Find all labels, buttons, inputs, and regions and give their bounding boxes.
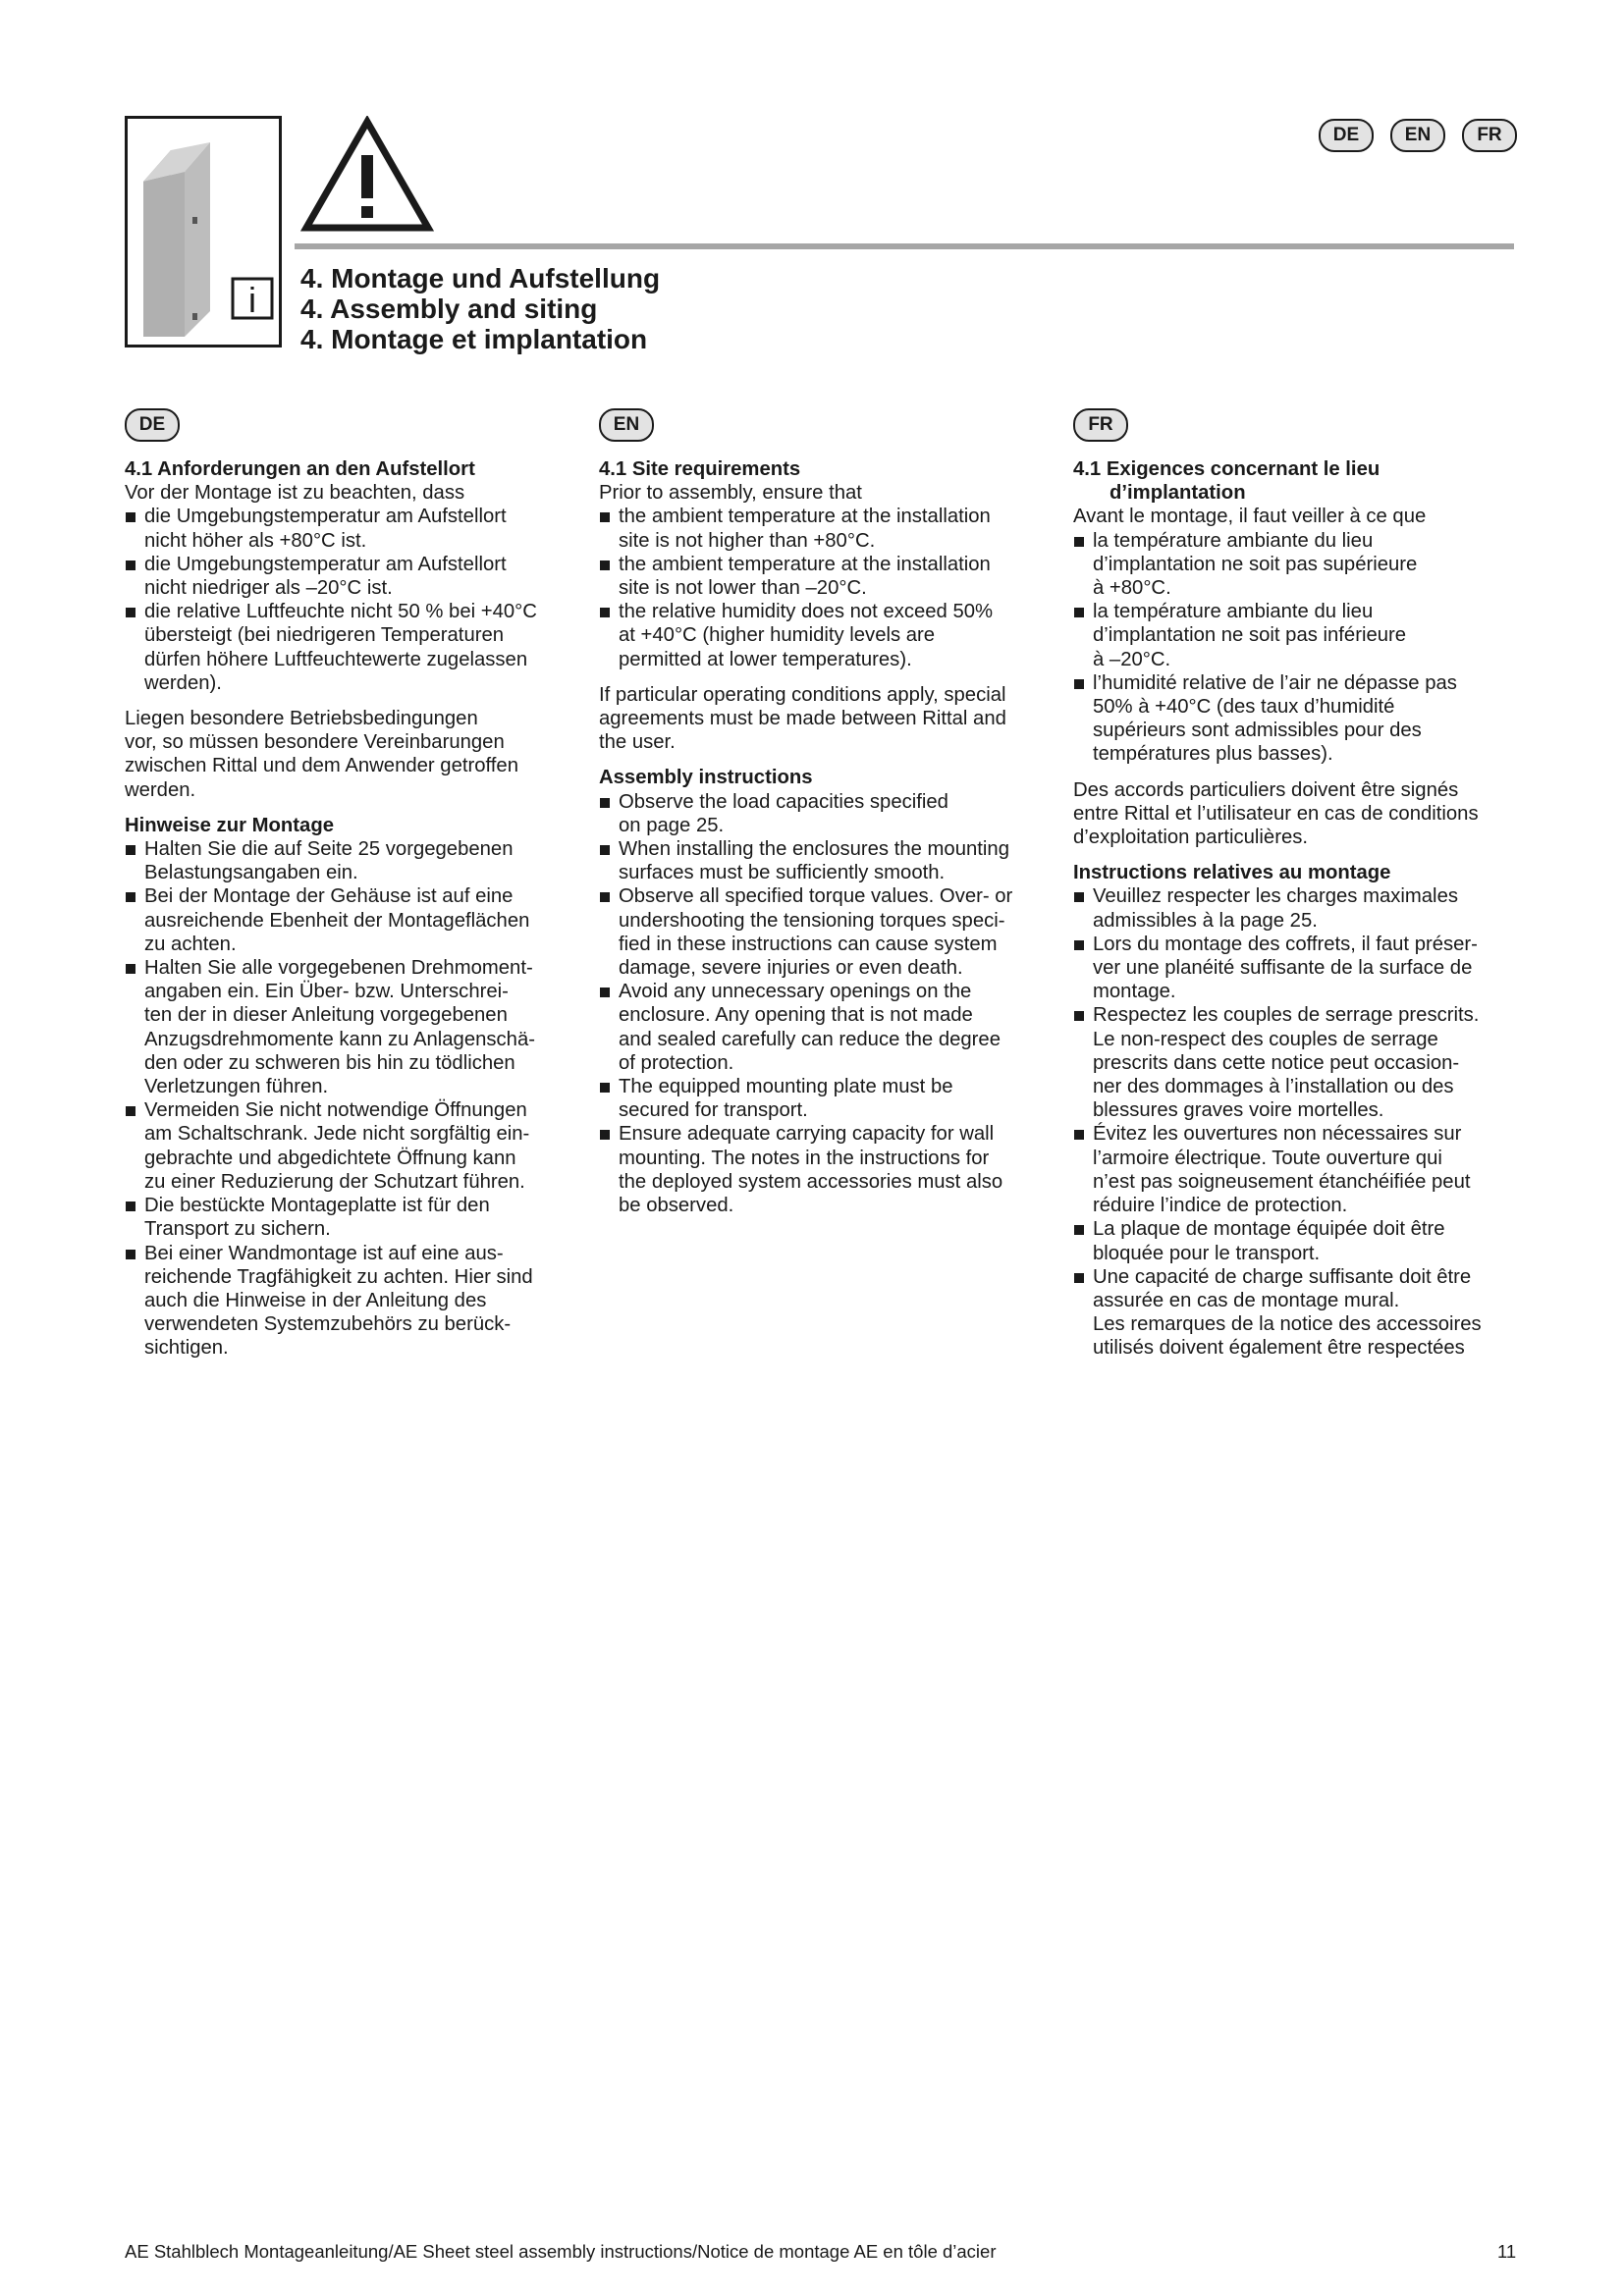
- column-fr: [1073, 457, 1525, 1361]
- column-badge-en: EN: [599, 408, 654, 442]
- section-title-en: 4. Assembly and siting: [300, 294, 598, 324]
- list-item: die Umgebungstemperatur am Aufstellort nicht höher als +80°C ist.: [125, 505, 576, 552]
- column-en: [599, 457, 1051, 1217]
- requirements-list-de: [125, 505, 576, 695]
- list-item: Évitez les ouvertures non nécessaires sur l’armoire électrique. Toute ouverture qui n’est pas soigneusement étanchéifiée peut réduire l’indice de protection.: [1073, 1122, 1525, 1217]
- section-title-de: 4. Montage und Aufstellung: [300, 263, 661, 294]
- list-item: the relative humidity does not exceed 50% at +40°C (higher humidity levels are permitted at lower temperatures).: [599, 600, 1051, 671]
- list-item: the ambient temperature at the installation site is not higher than +80°C.: [599, 505, 1051, 552]
- section-title-fr: 4. Montage et implantation: [300, 324, 648, 354]
- intro-fr: Avant le montage, il faut veiller à ce que: [1073, 506, 1427, 528]
- list-item: Ensure adequate carrying capacity for wall mounting. The notes in the instructions for the deployed system accessories must also be observed.: [599, 1122, 1051, 1217]
- paragraph-fr: Des accords particuliers doivent être signés entre Rittal et l’utilisateur en cas de conditions d’exploitation particulières.: [1073, 778, 1479, 849]
- instructions-list-en: [599, 790, 1051, 1218]
- requirements-list-en: [599, 505, 1051, 670]
- list-item: Halten Sie alle vorgegebenen Drehmoment- angaben ein. Ein Über- bzw. Unterschrei- ten der in dieser Anleitung vorgegebenen Anzugsdrehmomente kann zu Anlagenschä- den oder zu schweren bis hin zu tödlichen Verletzungen führen.: [125, 956, 576, 1098]
- column-badge-de: DE: [125, 408, 180, 442]
- paragraph-de: Liegen besondere Betriebsbedingungen vor, so müssen besondere Vereinbarungen zwischen Rittal und dem Anwender getroffen werden.: [125, 708, 518, 801]
- list-item: The equipped mounting plate must be secured for transport.: [599, 1075, 1051, 1122]
- list-item: l’humidité relative de l’air ne dépasse pas 50% à +40°C (des taux d’humidité supérieurs sont admissibles pour des températures plus basses).: [1073, 671, 1525, 767]
- warning-triangle-icon: [300, 116, 434, 239]
- list-item: Bei der Montage der Gehäuse ist auf eine ausreichende Ebenheit der Montageflächen zu achten.: [125, 884, 576, 956]
- list-item: Une capacité de charge suffisante doit être assurée en cas de montage mural. Les remarques de la notice des accessoires utilisés doivent également être respectées: [1073, 1265, 1525, 1361]
- list-item: la température ambiante du lieu d’implantation ne soit pas supérieure à +80°C.: [1073, 529, 1525, 601]
- list-item: Vermeiden Sie nicht notwendige Öffnungen am Schaltschrank. Jede nicht sorgfältig ein- gebrachte und abgedichtete Öffnung kann zu einer Reduzierung der Schutzart führen.: [125, 1098, 576, 1194]
- language-badge-fr: FR: [1462, 119, 1517, 152]
- footer-text: AE Stahlblech Montageanleitung/AE Sheet steel assembly instructions/Notice de montage AE en tôle d’acier: [125, 2241, 997, 2262]
- subheading-de: Hinweise zur Montage: [125, 814, 334, 836]
- heading-de: 4.1 Anforderungen an den Aufstellort: [125, 458, 475, 480]
- list-item: Halten Sie die auf Seite 25 vorgegebenen Belastungsangaben ein.: [125, 837, 576, 884]
- list-item: Lors du montage des coffrets, il faut préser- ver une planéité suffisante de la surface de montage.: [1073, 933, 1525, 1004]
- svg-text:i: i: [248, 280, 256, 320]
- intro-de: Vor der Montage ist zu beachten, dass: [125, 482, 465, 505]
- list-item: the ambient temperature at the installation site is not lower than –20°C.: [599, 553, 1051, 600]
- requirements-list-fr: [1073, 529, 1525, 767]
- page-number: 11: [1497, 2241, 1517, 2262]
- section-titles: [300, 263, 660, 354]
- subheading-en: Assembly instructions: [599, 767, 813, 789]
- header-rule: [295, 243, 1514, 249]
- list-item: Avoid any unnecessary openings on the enclosure. Any opening that is not made and sealed carefully can reduce the degree of protection.: [599, 980, 1051, 1075]
- paragraph-en: If particular operating conditions apply, special agreements must be made between Rittal and the user.: [599, 683, 1006, 754]
- column-badge-fr: FR: [1073, 408, 1128, 442]
- list-item: La plaque de montage équipée doit être bloquée pour le transport.: [1073, 1217, 1525, 1264]
- language-badge-de: DE: [1319, 119, 1374, 152]
- language-badge-en: EN: [1390, 119, 1445, 152]
- list-item: Observe all specified torque values. Over- or undershooting the tensioning torques speci- fied in these instructions can cause system damage, severe injuries or even death.: [599, 884, 1051, 980]
- instructions-list-fr: [1073, 884, 1525, 1360]
- list-item: die Umgebungstemperatur am Aufstellort nicht niedriger als –20°C ist.: [125, 553, 576, 600]
- heading-fr: 4.1 Exigences concernant le lieu d’implantation: [1073, 458, 1380, 505]
- enclosure-info-icon: [125, 116, 282, 347]
- heading-en: 4.1 Site requirements: [599, 458, 801, 480]
- list-item: When installing the enclosures the mounting surfaces must be sufficiently smooth.: [599, 837, 1051, 884]
- intro-en: Prior to assembly, ensure that: [599, 482, 862, 505]
- list-item: die relative Luftfeuchte nicht 50 % bei +40°C übersteigt (bei niedrigeren Temperaturen dürfen höhere Luftfeuchtewerte zugelassen werden).: [125, 600, 576, 695]
- subheading-fr: Instructions relatives au montage: [1073, 862, 1391, 884]
- list-item: la température ambiante du lieu d’implantation ne soit pas inférieure à –20°C.: [1073, 600, 1525, 671]
- list-item: Bei einer Wandmontage ist auf eine aus- reichende Tragfähigkeit zu achten. Hier sind auch die Hinweise in der Anleitung des verwendeten Systemzubehörs zu berück- sichtigen.: [125, 1242, 576, 1361]
- instructions-list-de: [125, 837, 576, 1360]
- list-item: Die bestückte Montageplatte ist für den Transport zu sichern.: [125, 1194, 576, 1241]
- list-item: Respectez les couples de serrage prescrits. Le non-respect des couples de serrage prescrits dans cette notice peut occasion- ner des dommages à l’installation ou des blessures graves voire mortelles.: [1073, 1003, 1525, 1122]
- column-de: [125, 457, 576, 1361]
- list-item: Observe the load capacities specified on page 25.: [599, 790, 1051, 837]
- list-item: Veuillez respecter les charges maximales admissibles à la page 25.: [1073, 884, 1525, 932]
